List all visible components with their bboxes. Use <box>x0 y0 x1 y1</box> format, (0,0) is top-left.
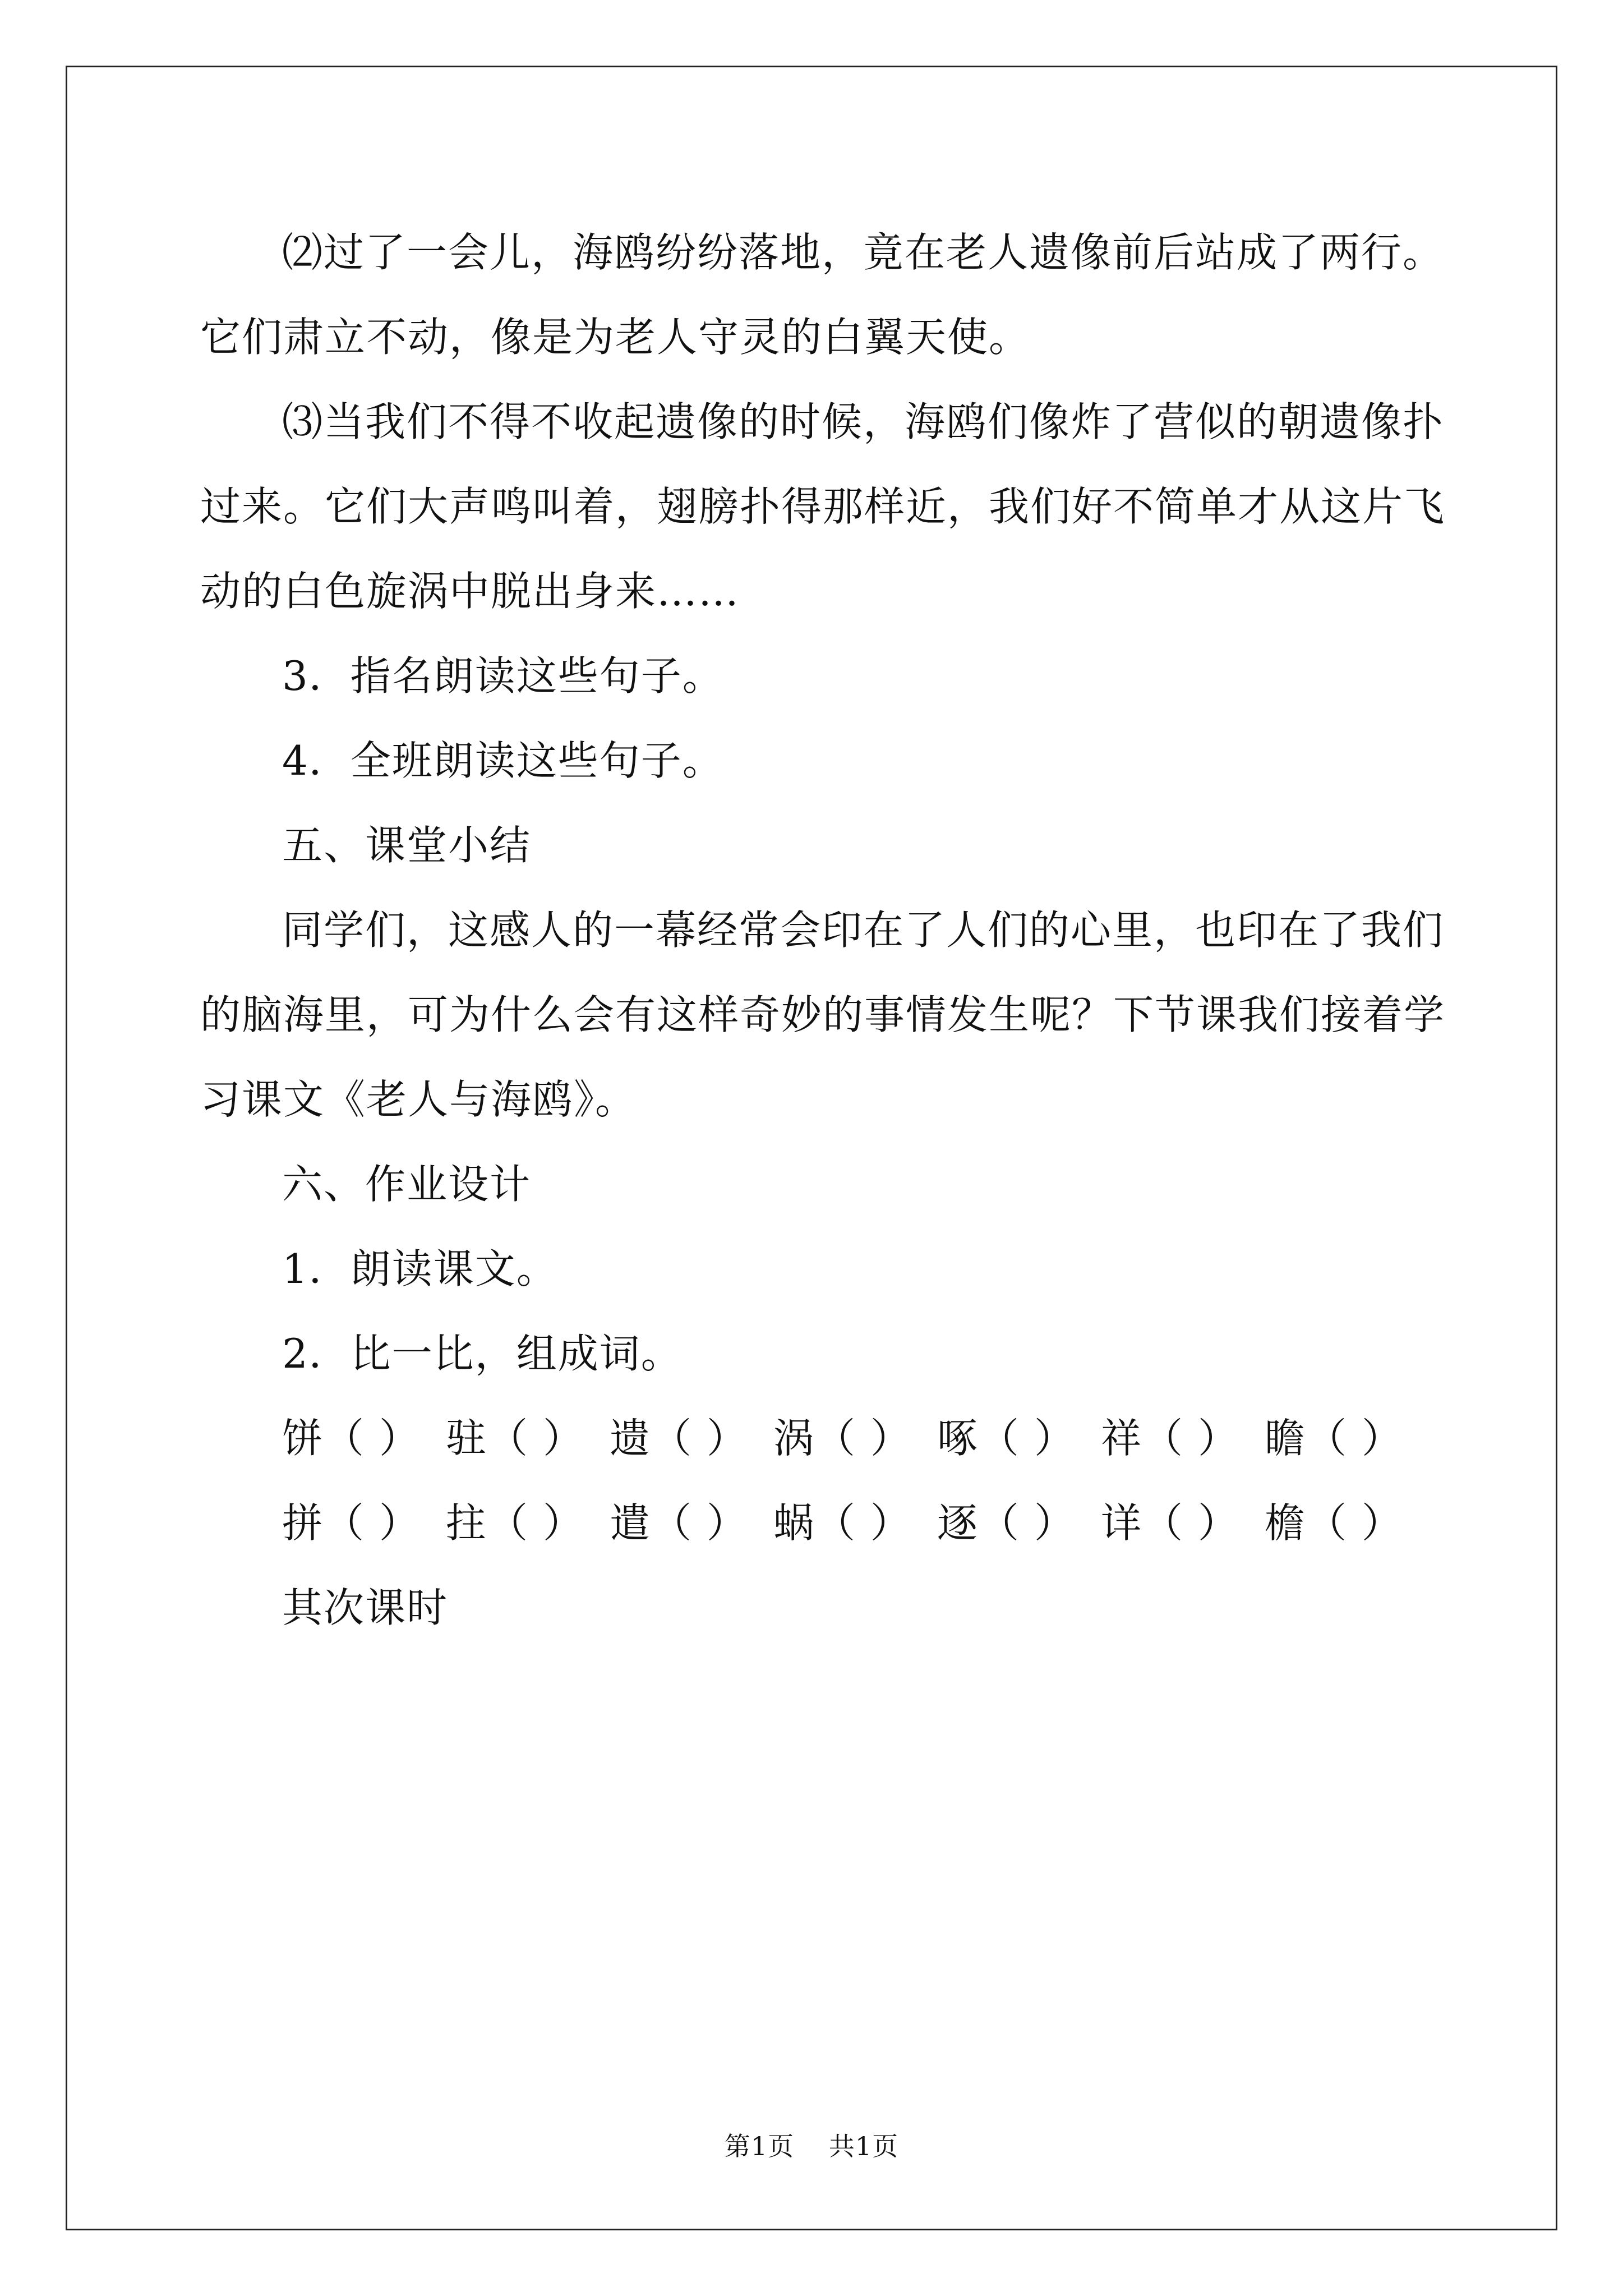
word-cell: 驻（ ） <box>446 1415 584 1462</box>
section-heading: 五、课堂小结 <box>282 822 532 869</box>
word-cell: 逐（ ） <box>937 1499 1076 1547</box>
word-cell: 饼（ ） <box>282 1415 421 1462</box>
word-cell: 蜗（ ） <box>773 1499 912 1547</box>
word-cell: 檐（ ） <box>1265 1499 1403 1547</box>
word-cell: 拼（ ） <box>282 1499 421 1547</box>
word-cell: 祥（ ） <box>1101 1415 1239 1462</box>
word-cell: 遗（ ） <box>610 1415 748 1462</box>
paragraph-line: ⑶当我们不得不收起遗像的时候，海鸥们像炸了营似的朝遗像扑 <box>282 398 1445 445</box>
paragraph-line: 的脑海里，可为什么会有这样奇妙的事情发生呢？下节课我们接着学 <box>200 991 1446 1038</box>
paragraph-line: 过来。它们大声鸣叫着，翅膀扑得那样近，我们好不简单才从这片飞 <box>200 483 1446 530</box>
page-footer <box>0 2126 1623 2163</box>
paragraph-line: ⑵过了一会儿，海鸥纷纷落地，竟在老人遗像前后站成了两行。 <box>282 229 1445 276</box>
paragraph-line: 它们肃立不动，像是为老人守灵的白翼天使。 <box>200 314 1031 361</box>
step-item: 2．比一比，组成词。 <box>282 1330 683 1377</box>
closing-heading: 其次课时 <box>282 1584 449 1631</box>
section-heading: 六、作业设计 <box>282 1161 532 1208</box>
word-cell: 啄（ ） <box>937 1415 1076 1462</box>
word-cell: 详（ ） <box>1101 1499 1239 1547</box>
step-item: 4．全班朗读这些句子。 <box>282 737 724 784</box>
page-number: 第1页 <box>724 2131 795 2161</box>
step-item: 1．朗读课文。 <box>282 1245 558 1292</box>
word-row <box>282 1484 1428 1562</box>
word-cell: 拄（ ） <box>446 1499 584 1547</box>
word-cell: 涡（ ） <box>773 1415 912 1462</box>
step-item: 3．指名朗读这些句子。 <box>282 652 724 700</box>
word-cell: 遣（ ） <box>610 1499 748 1547</box>
paragraph-line: 同学们，这感人的一幕经常会印在了人们的心里，也印在了我们 <box>282 907 1445 954</box>
word-row <box>282 1399 1428 1478</box>
paragraph-line: 习课文《老人与海鸥》。 <box>200 1076 637 1123</box>
page-total: 共1页 <box>828 2131 899 2161</box>
word-cell: 瞻（ ） <box>1265 1415 1403 1462</box>
paragraph-line: 动的白色旋涡中脱出身来…… <box>200 568 740 615</box>
document-body <box>200 213 1446 1653</box>
